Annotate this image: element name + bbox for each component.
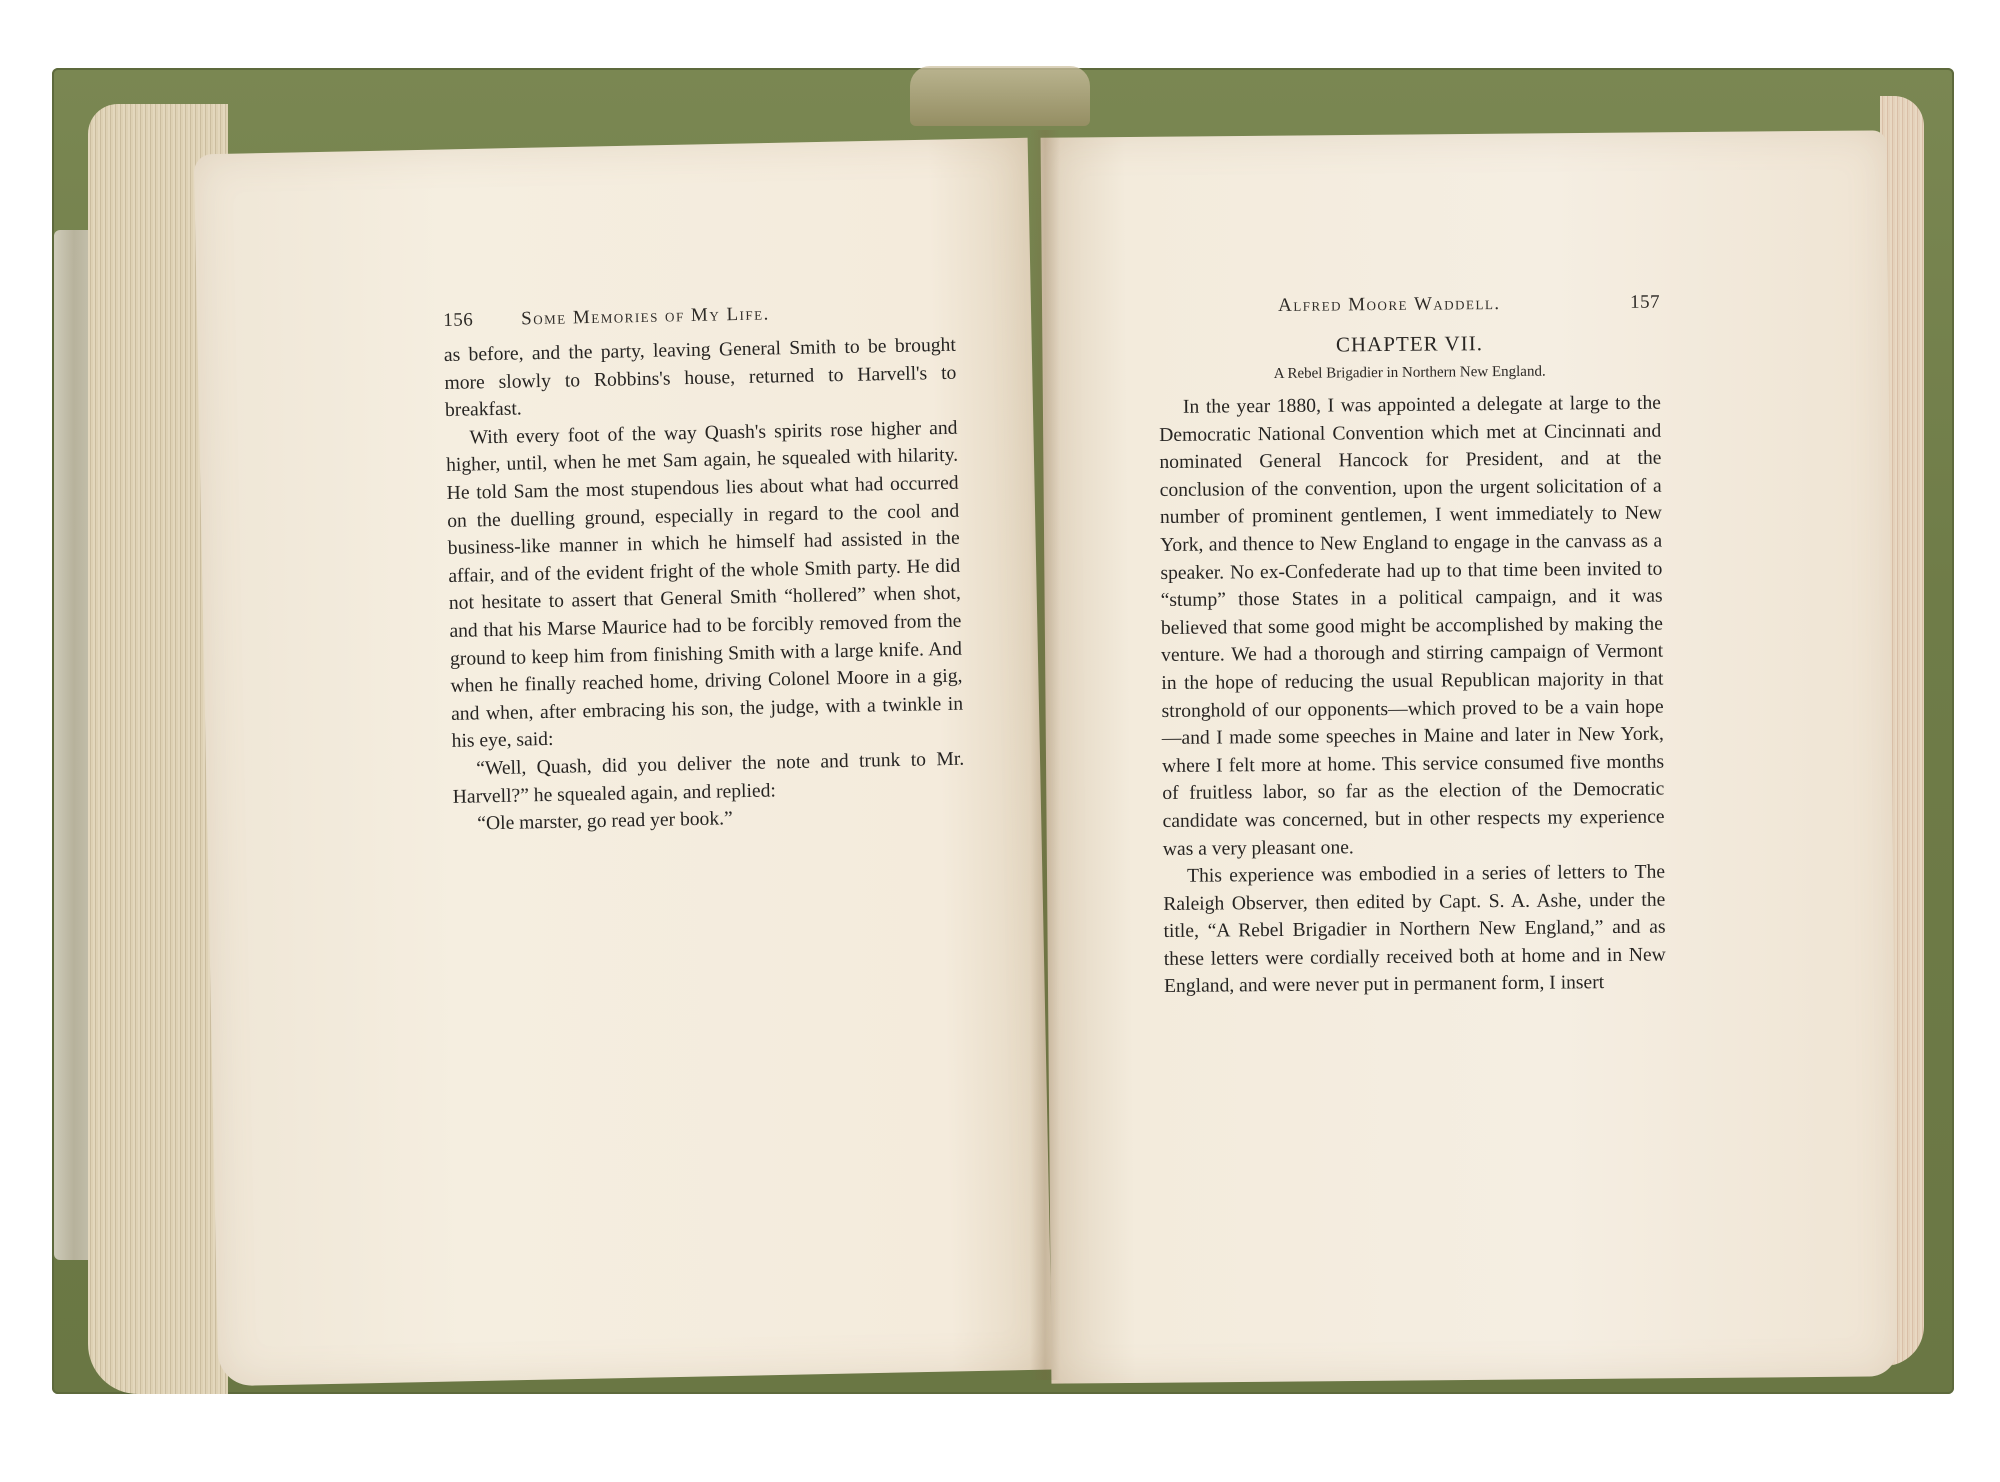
chapter-title: CHAPTER VII.	[1335, 331, 1483, 357]
left-running-title: Some Memories of My Life.	[520, 303, 771, 330]
chapter-subtitle: A Rebel Brigadier in Northern New England.	[1273, 363, 1546, 382]
left-paragraph-1: as before, and the party, leaving General Smith to be brought more slowly to Robbins's house, returned to Harvell's to breakfast.	[443, 334, 957, 422]
right-page-text	[1158, 292, 1666, 1001]
left-paragraph-3: “Well, Quash, did you deliver the note and trunk to Mr. Harvell?” he squealed again, and replied:	[452, 748, 965, 808]
left-page-number: 156	[443, 309, 474, 331]
right-paragraph-1: In the year 1880, I was appointed a delegate at large to the Democratic National Convention which met at Cincinnati and nominated General Hancock for President, and at the conclusion of the convention, upon the urgent solicitation of a number of prominent gentlemen, I went immediately to New York, and thence to New England to engage in the canvass as a speaker. No ex-Confederate had up to that time been invited to “stump” those States in a political campaign, and it was believed that some good might be accomplished by making the venture. We had a thorough and stirring campaign of Vermont in the hope of reducing the usual Republican majority in that stronghold of our opponents—which proved to be a vain hope—and I made some speeches in Maine and later in New York, where I felt more at home. This service consumed five months of fruitless labor, so far as the election of the Democratic candidate was concerned, but in other respects my experience was a very pleasant one.	[1159, 392, 1665, 860]
right-paragraph-2: This experience was embodied in a series of letters to The Raleigh Observer, then edited by Capt. S. A. Ashe, under the title, “A Rebel Brigadier in Northern New England,” and as these letters were cordially received both at home and in New England, and were never put in permanent form, I insert	[1163, 861, 1666, 998]
right-running-head	[1158, 292, 1660, 318]
book-gutter	[1030, 130, 1060, 1380]
left-paragraph-4: “Ole marster, go read yer book.”	[477, 808, 733, 835]
spine-headband	[910, 66, 1090, 126]
left-paragraph-2: With every foot of the way Quash's spirits rose higher and higher, until, when he met Sam again, he squealed with hilarity. He told Sam the most stupendous lies about what had occurred on the duelling ground, especially in regard to the cool and business-like manner in which he himself had assisted in the affair, and of the evident fright of the whole Smith party. He did not hesitate to assert that General Smith “hollered” when shot, and that his Marse Maurice had to be forcibly removed from the ground to keep him from finishing Smith with a large knife. And when he finally reached home, driving Colonel Moore in a gig, and when, after embracing his son, the judge, with a twinkle in his eye, said:	[445, 417, 964, 753]
right-running-title: Alfred Moore Waddell.	[1277, 293, 1501, 316]
right-page-number: 157	[1629, 291, 1661, 313]
left-page-text	[443, 300, 966, 839]
